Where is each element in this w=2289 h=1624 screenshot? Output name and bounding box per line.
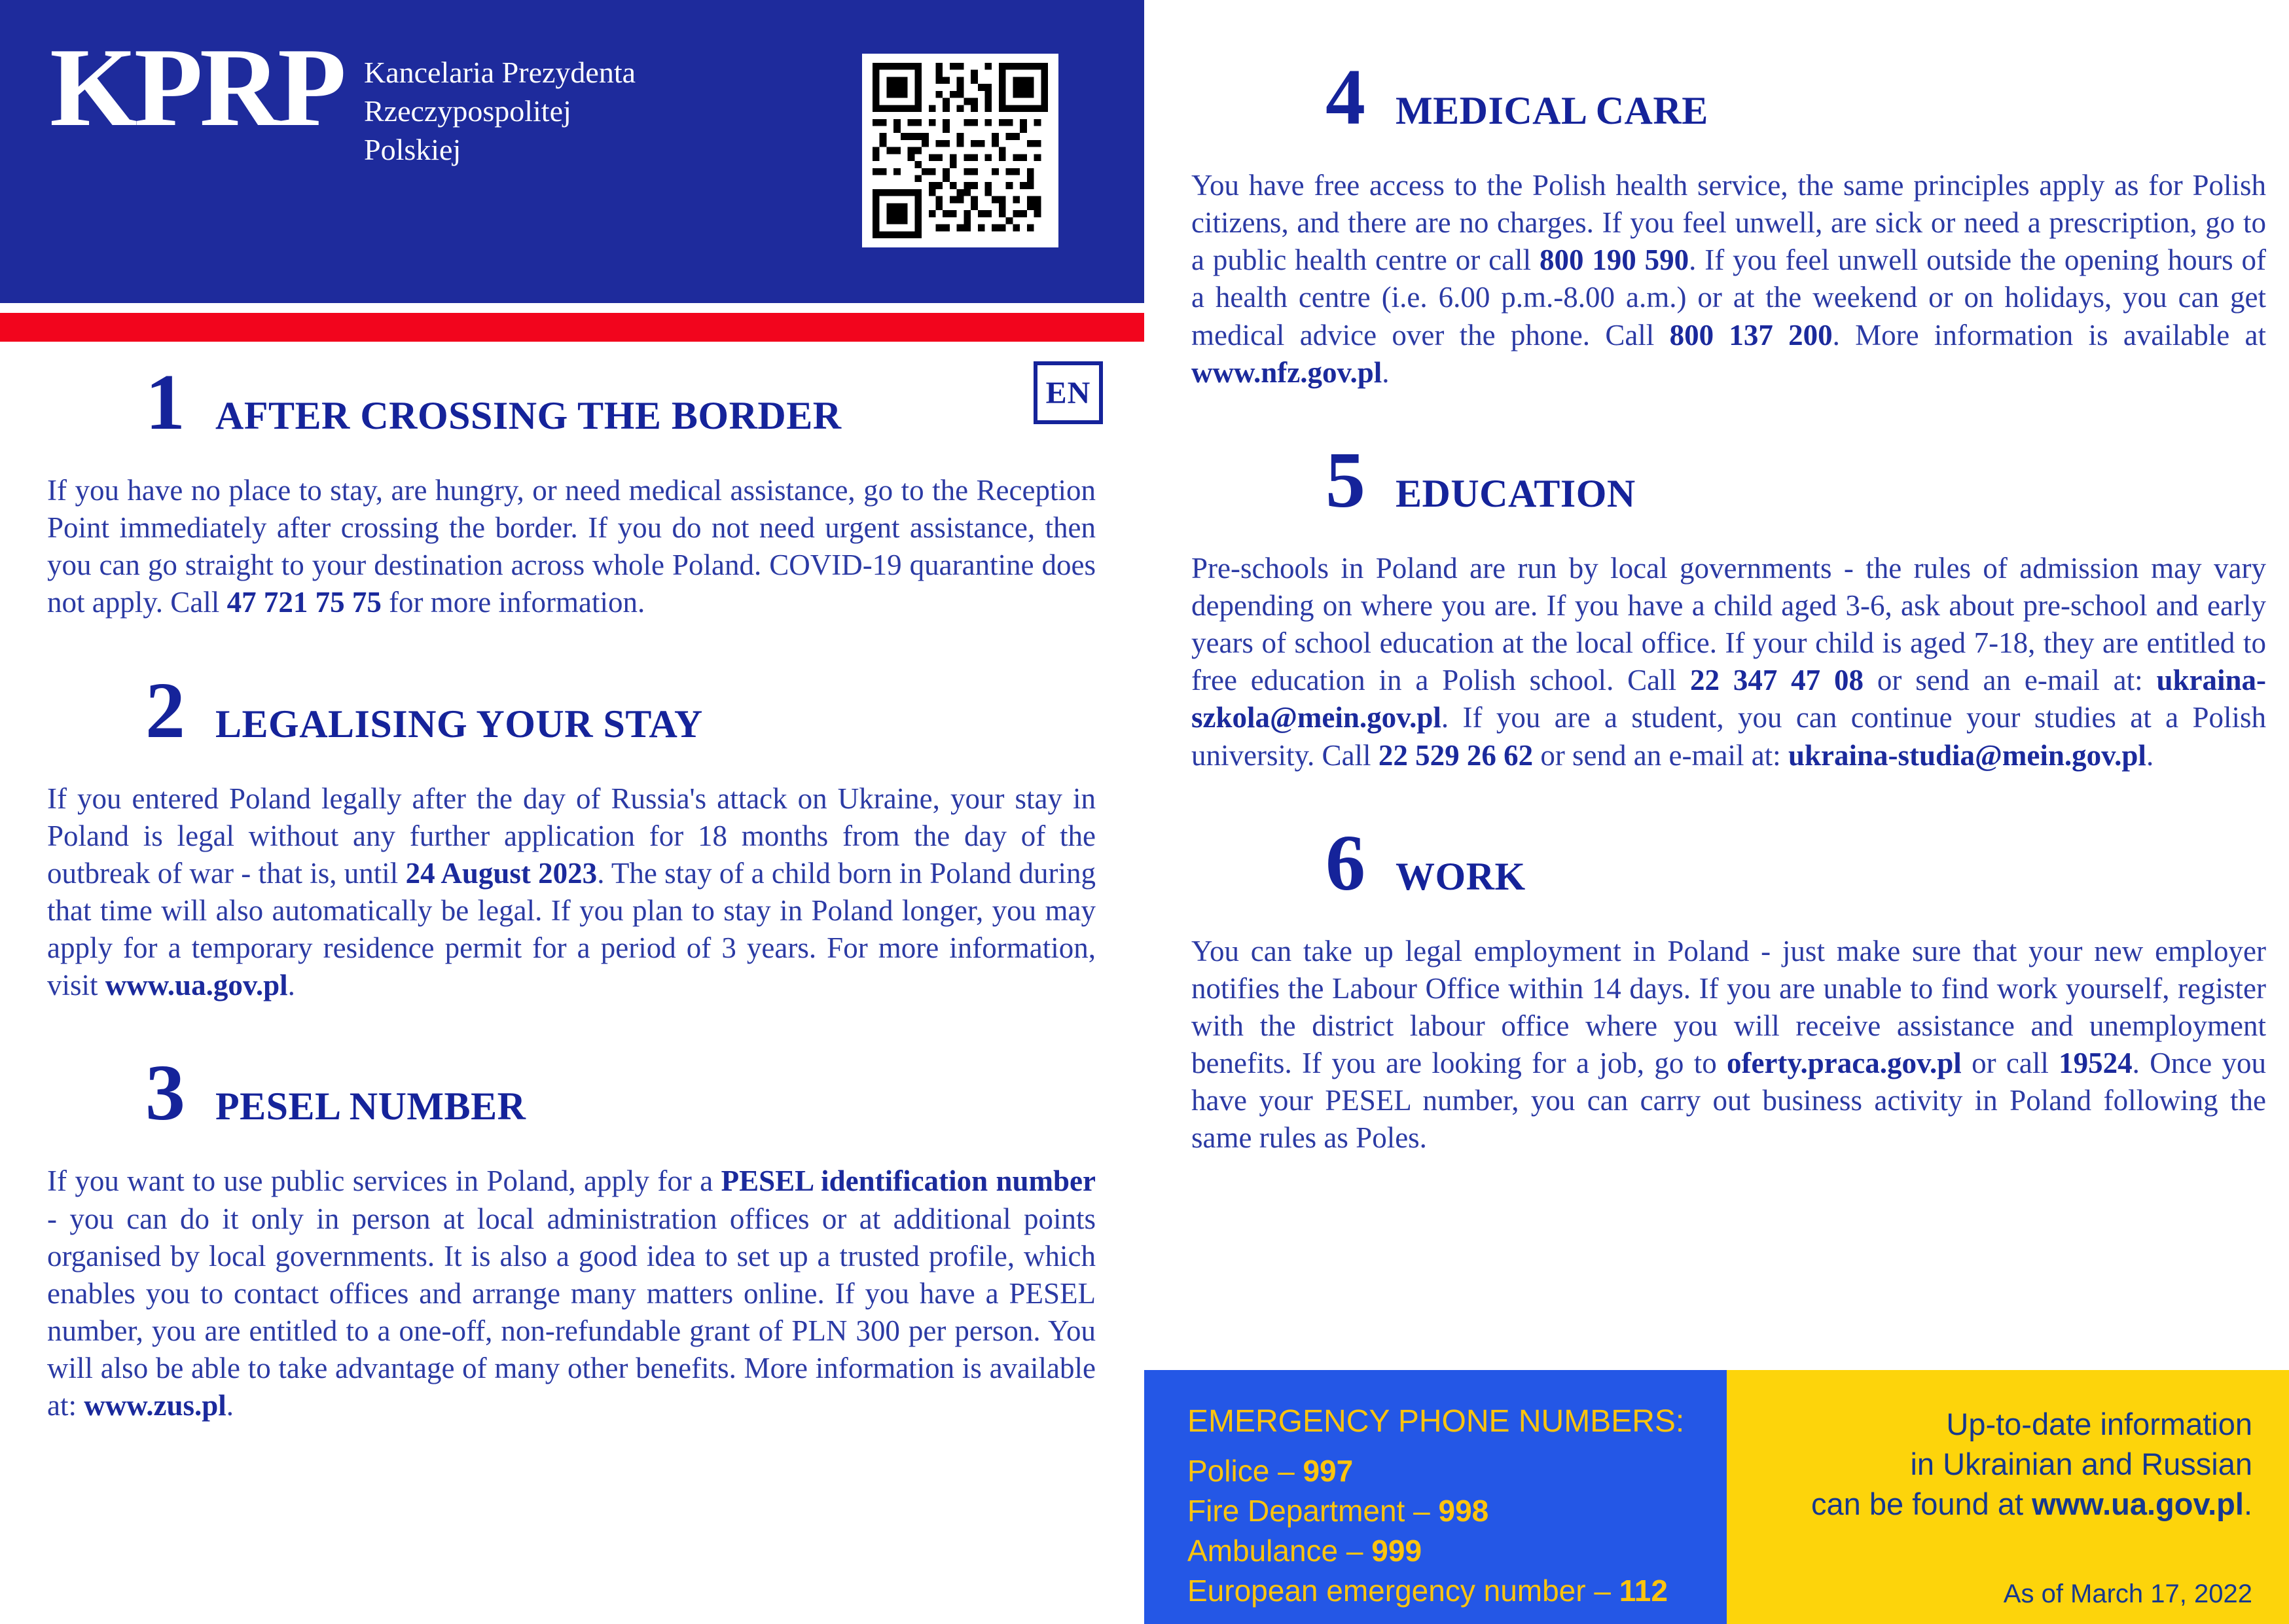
emergency-number: 999 <box>1371 1533 1422 1568</box>
info-line-2: in Ukrainian and Russian <box>1910 1447 2252 1482</box>
section-3-heading <box>145 1049 1096 1138</box>
info-line-3: can be found at www.ua.gov.pl. <box>1811 1487 2252 1522</box>
section-6-body: You can take up legal employment in Poland - just make sure that your new employer notifies the Labour Office within 14 days. If you are unable to find work yourself, register with the district labour office where you will receive assistance and unemployment benefits. If you are looking for a job, go to oferty.praca.gov.pl or call 19524. Once you have your PESEL number, you can carry out business activity in Poland following the same rules as Poles. <box>1191 934 2266 1155</box>
org-line-3: Polskiej <box>364 132 461 166</box>
section-2-title: LEGALISING YOUR STAY <box>215 702 703 746</box>
qr-code-image <box>871 63 1049 238</box>
emergency-row-european <box>1187 1571 1707 1611</box>
section-3 <box>47 1049 1096 1424</box>
section-2 <box>47 666 1096 1005</box>
section-6-title: WORK <box>1396 854 1526 898</box>
emergency-number: 112 <box>1619 1574 1668 1608</box>
section-2-number: 2 <box>145 666 185 755</box>
header-banner <box>0 0 1144 303</box>
emergency-separator: – <box>1346 1533 1363 1568</box>
emergency-box-title: EMERGENCY PHONE NUMBERS: <box>1187 1404 1685 1439</box>
section-4-number: 4 <box>1325 53 1365 141</box>
section-1-heading <box>145 358 1096 446</box>
as-of-date: As of March 17, 2022 <box>2003 1579 2252 1608</box>
emergency-separator: – <box>1594 1574 1611 1608</box>
section-6 <box>1191 818 2266 1157</box>
section-6-number: 6 <box>1325 818 1365 907</box>
emergency-numbers-box <box>1144 1370 1727 1624</box>
qr-code <box>862 54 1058 247</box>
emergency-number: 997 <box>1303 1453 1354 1488</box>
section-2-body: If you entered Poland legally after the day of Russia's attack on Ukraine, your stay in Poland is legal without any further application for 18 months from the day of the outbreak of war - that is, until 24 August 2023. The stay of a child born in Poland during that time will also automatically be legal. If you plan to stay in Poland longer, you may apply for a temporary residence permit for a period of 3 years. For more information, visit www.ua.gov.pl. <box>47 782 1096 1002</box>
emergency-number: 998 <box>1438 1493 1489 1528</box>
kprp-logo: KPRP <box>50 26 344 150</box>
emergency-label: Ambulance <box>1187 1533 1339 1568</box>
organization-name <box>364 54 636 170</box>
emergency-row-police <box>1187 1451 1707 1491</box>
emergency-separator: – <box>1278 1453 1295 1488</box>
section-5-body: Pre-schools in Poland are run by local governments - the rules of admission may vary depending on where you are. If you have a child aged 3-6, ask about pre-school and early years of school education at the local office. If your child is aged 7-18, they are entitled to free education in a Polish school. Call 22 347 47 08 or send an e-mail at: ukraina-szkola@mein.gov.pl. If you are a student, you can continue your studies at a Polish university. Call 22 529 26 62 or send an e-mail at: ukraina-studia@mein.gov.pl. <box>1191 551 2266 772</box>
right-column <box>1191 53 2267 1187</box>
section-3-number: 3 <box>145 1049 185 1138</box>
emergency-label: European emergency number <box>1187 1574 1586 1608</box>
section-1-title: AFTER CROSSING THE BORDER <box>215 394 842 437</box>
section-1 <box>47 358 1096 622</box>
org-line-1: Kancelaria Prezydenta <box>364 56 636 89</box>
section-4-title: MEDICAL CARE <box>1396 89 1708 132</box>
org-line-2: Rzeczypospolitej <box>364 94 571 128</box>
section-6-heading <box>1325 818 2266 907</box>
section-2-heading <box>145 666 1096 755</box>
emergency-row-fire <box>1187 1491 1707 1531</box>
info-line-1: Up-to-date information <box>1946 1407 2252 1441</box>
section-4-heading <box>1325 53 2266 141</box>
section-1-number: 1 <box>145 358 185 446</box>
section-1-body: If you have no place to stay, are hungry, or need medical assistance, go to the Reception Point immediately after crossing the border. If you do not need urgent assistance, then you can go straight to your destination across whole Poland. COVID-19 quarantine does not apply. Call 47 721 75 75 for more information. <box>47 474 1096 619</box>
section-5-heading <box>1325 435 2266 524</box>
section-5-title: EDUCATION <box>1396 471 1636 515</box>
section-5 <box>1191 435 2266 774</box>
section-3-body: If you want to use public services in Poland, apply for a PESEL identification number - you can do it only in person at local administration offices or at additional points organised by local governments. It is also a good idea to set up a trusted profile, which enables you to contact offices and arrange many matters online. If you have a PESEL number, you are entitled to a one-off, non-refundable grant of PLN 300 per person. You will also be able to take advantage of many other benefits. More information is available at: www.zus.pl. <box>47 1164 1096 1422</box>
section-4 <box>1191 53 2267 391</box>
emergency-label: Police <box>1187 1453 1270 1488</box>
emergency-label: Fire Department <box>1187 1493 1405 1528</box>
section-4-body: You have free access to the Polish health service, the same principles apply as for Polish citizens, and there are no charges. If you feel unwell, are sick or need a prescription, go to a public health centre or call 800 190 590. If you feel unwell outside the opening hours of a health centre (i.e. 6.00 p.m.-8.00 a.m.) or at the weekend or on holidays, you can get medical advice over the phone. Call 800 137 200. More information is available at www.nfz.gov.pl. <box>1191 169 2267 389</box>
emergency-separator: – <box>1413 1493 1430 1528</box>
left-column <box>47 353 1096 1454</box>
up-to-date-info-box <box>1727 1370 2289 1624</box>
section-3-title: PESEL NUMBER <box>215 1085 526 1128</box>
flag-red-stripe <box>0 313 1144 342</box>
emergency-row-ambulance <box>1187 1531 1707 1571</box>
section-5-number: 5 <box>1325 435 1365 524</box>
language-badge: EN <box>1034 361 1103 424</box>
